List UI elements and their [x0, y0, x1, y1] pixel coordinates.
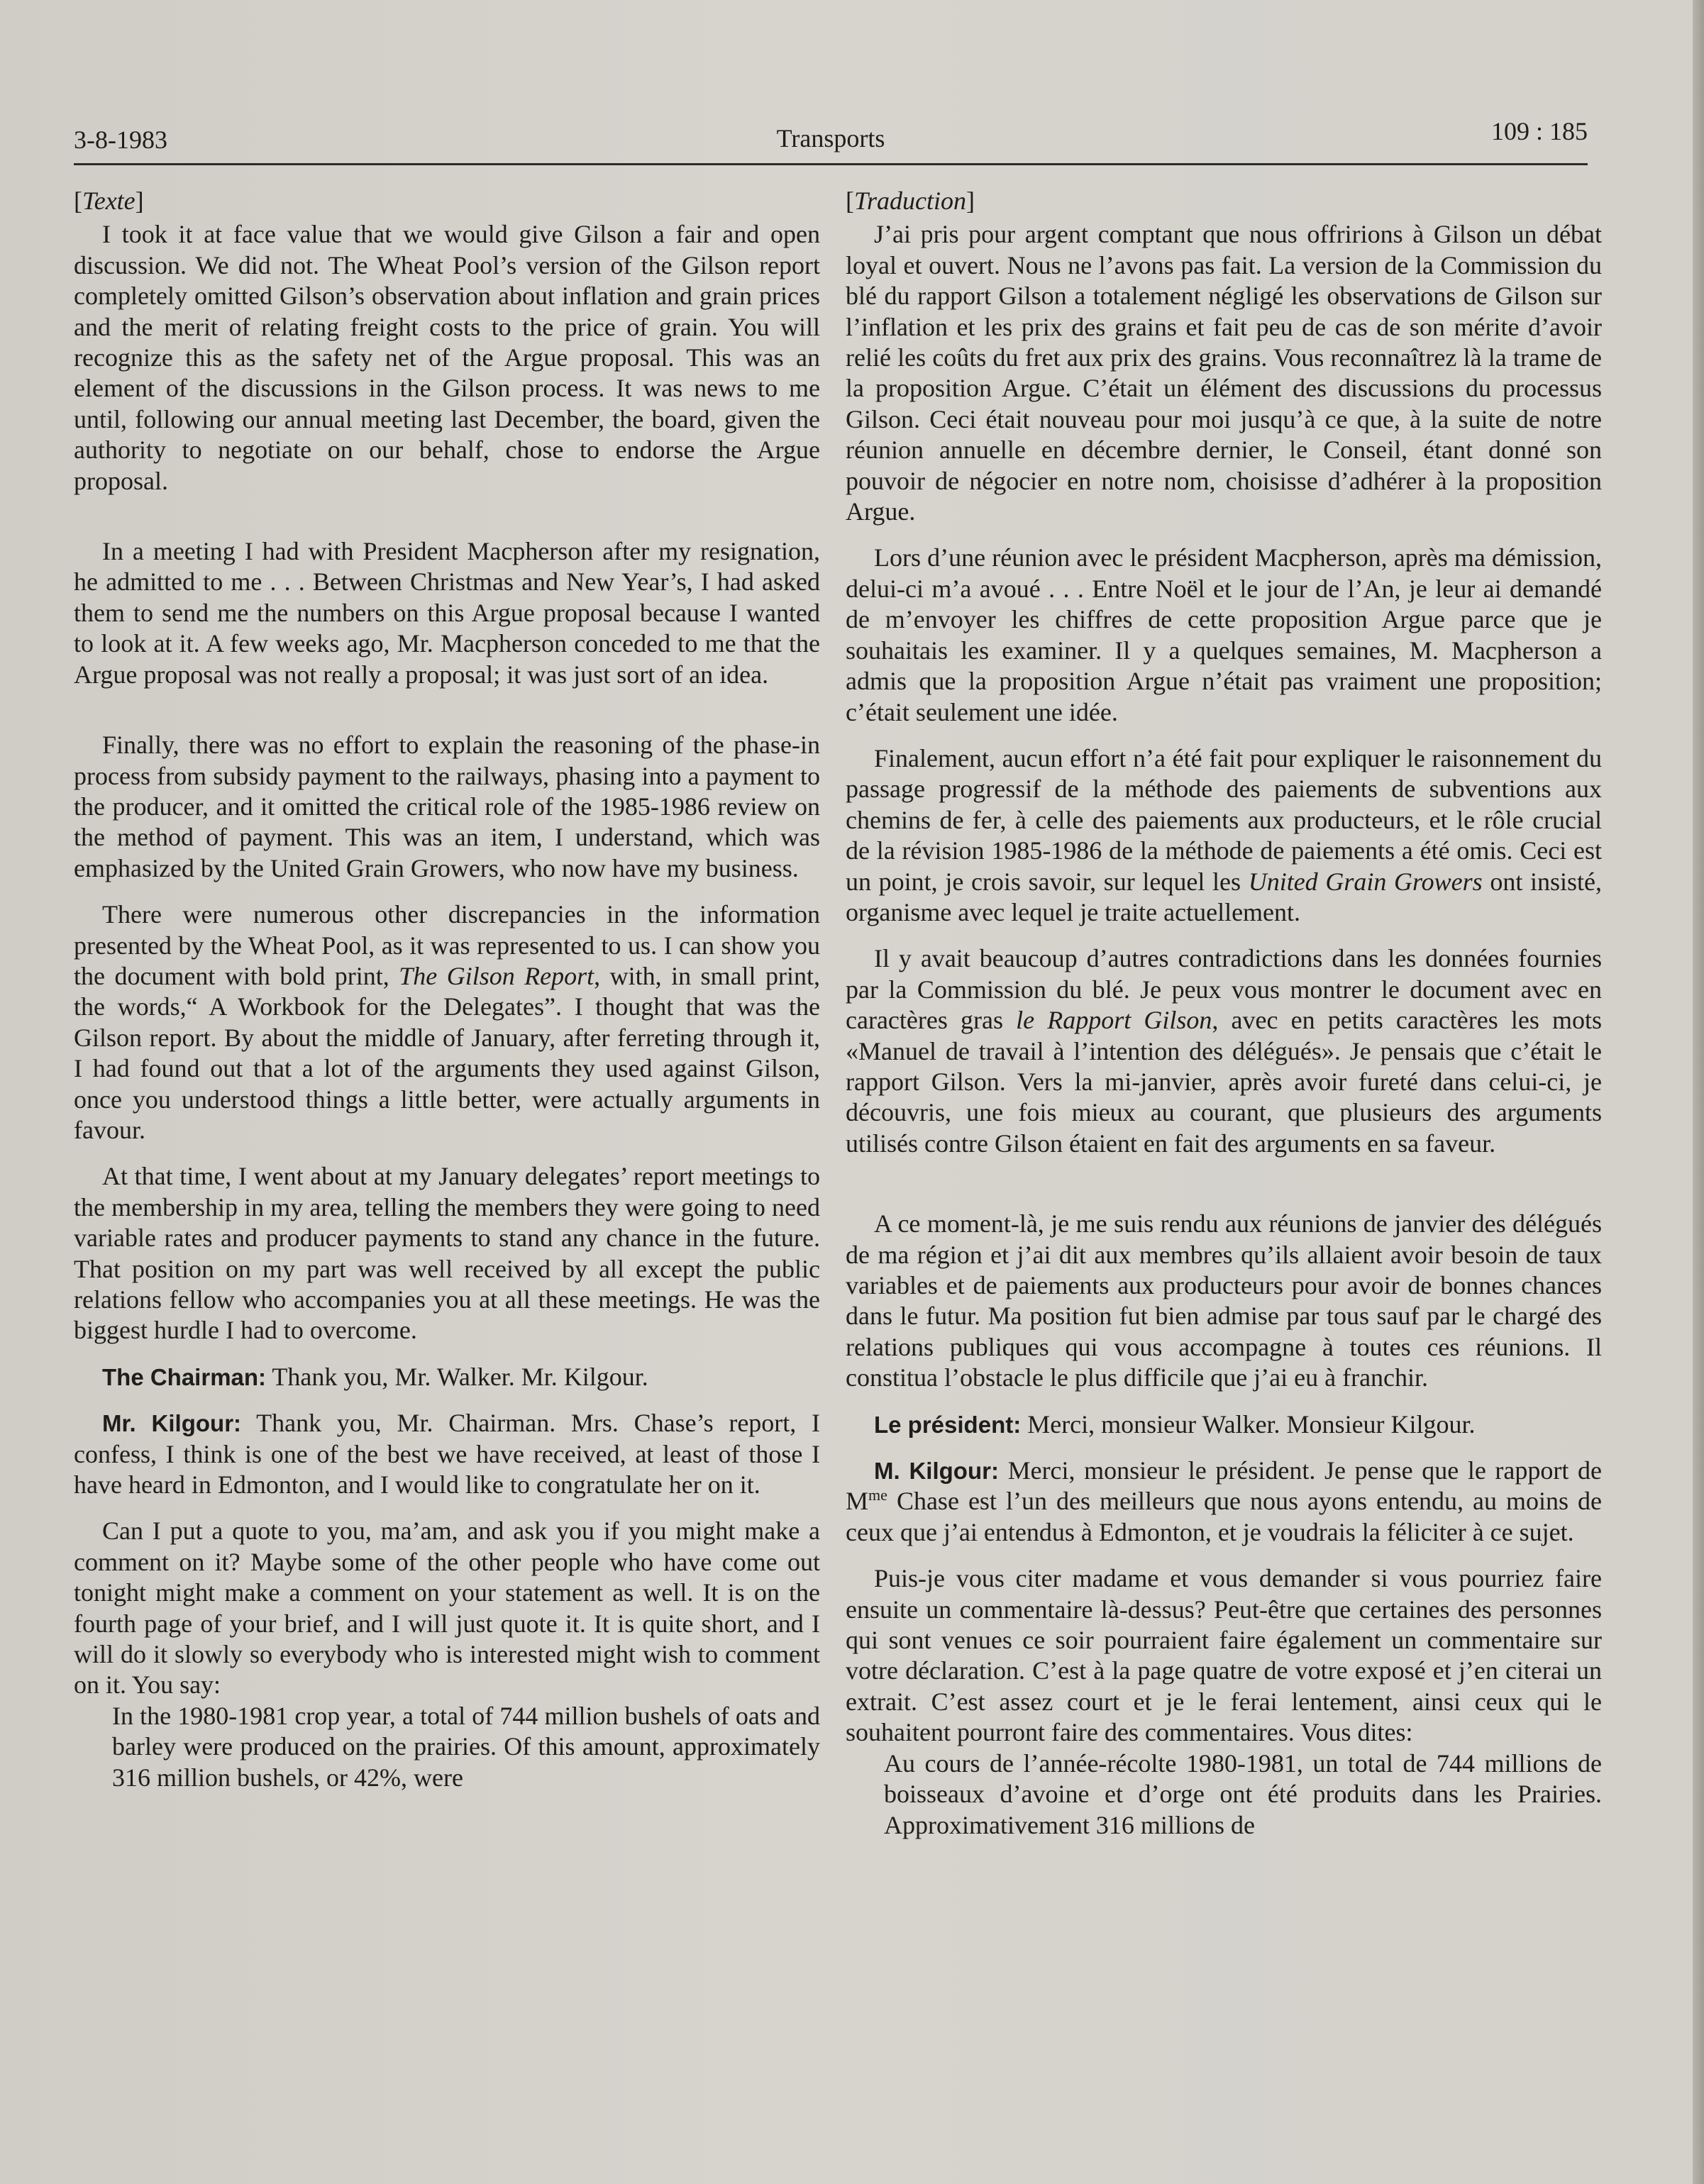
- paragraph: A ce moment-là, je me suis rendu aux réunions de janvier des délégués de ma région et j’ai dit aux membres qu’ils allaient avoir besoin de taux variables et de paiements aux producteurs pour avoir de bonnes chances dans le futur. Ma position fut bien admise par tous sauf par le chargé des relations publiques qui vous accompagne à toutes ces réunions. Il constitua l’obstacle le plus difficile que j’ai eu à franchir.: [846, 1209, 1602, 1392]
- emphasis-title: United Grain Growers: [1248, 867, 1483, 896]
- speaker-text: Thank you, Mr. Chairman. Mrs. Chase’s report, I confess, I think is one of the best we have received, at least of those I have heard in Edmonton, and I would like to congratulate her on it.: [74, 1409, 821, 1500]
- speaker-label: Mr. Kilgour:: [102, 1410, 242, 1437]
- translation-tag: [Traduction]: [846, 187, 975, 215]
- block-quote: In the 1980-1981 crop year, a total of 744 million bushels of oats and barley were produced on the prairies. Of this amount, approximately 316 million bushels, or 42%, were: [112, 1701, 820, 1792]
- speaker-label: The Chairman:: [102, 1363, 267, 1390]
- paragraph: I took it at face value that we would give Gilson a fair and open discussion. We did not. The Wheat Pool’s version of the Gilson report completely omitted Gilson’s observation about inflation and grain prices and the merit of relating freight costs to the price of grain. You will recognize this as the safety net of the Argue proposal. This was an element of the discussions in the Gilson process. It was news to me until, following our annual meeting last December, the board, given the authority to negotiate on our behalf, chose to endorse the Argue proposal.: [74, 220, 820, 495]
- running-header: [74, 119, 1588, 162]
- speaker-paragraph: [846, 1456, 1602, 1548]
- speaker-text: Chase est l’un des meilleurs que nous ayons entendu, au moins de ceux que j’ai entendus à Edmonton, et je voudrais la féliciter à ce sujet.: [846, 1487, 1602, 1546]
- paragraph: Puis-je vous citer madame et vous demander si vous pourriez faire ensuite un commentaire là-dessus? Peut-être que certaines des personnes qui sont venues ce soir pourraient faire également un commentaire sur votre déclaration. C’est à la page quatre de votre exposé et j’en citerai un extrait. C’est assez court et je le ferai lentement, ainsi ceux qui le souhaitent pourront faire des commentaires. Vous dites:: [846, 1564, 1602, 1747]
- speaker-paragraph: [846, 1409, 1602, 1440]
- paragraph: [846, 943, 1602, 1159]
- speaker-text: Merci, monsieur Walker. Monsieur Kilgour.: [1027, 1409, 1476, 1439]
- speaker-label: M. Kilgour:: [874, 1458, 999, 1485]
- paragraph: Can I put a quote to you, ma’am, and ask you if you might make a comment on it? Maybe some of the other people who have come out tonight might make a comment on your statement as well. It is on the fourth page of your brief, and I will just quote it. It is quite short, and I will do it slowly so everybody who is interested might wish to comment on it. You say:: [74, 1517, 820, 1700]
- header-rule: [74, 163, 1588, 165]
- block-quote: Au cours de l’année-récolte 1980-1981, un total de 744 millions de boisseaux d’avoine et d’orge ont été produits dans les Prairies. Approximativement 316 millions de: [884, 1748, 1602, 1839]
- paragraph-text: ont insisté, organisme avec lequel je traite actuellement.: [846, 867, 1603, 926]
- text-tag-label: Texte: [82, 187, 135, 215]
- paragraph: In a meeting I had with President Macpherson after my resignation, he admitted to me . . . Between Christmas and New Year’s, I had asked them to send me the numbers on this Argue proposal because I wanted to look at it. A few weeks ago, Mr. Macpherson conceded to me that the Argue proposal was not really a proposal; it was just sort of an idea.: [74, 537, 820, 689]
- header-page-number: 109 : 185: [1490, 117, 1588, 145]
- paragraph: Finally, there was no effort to explain the reasoning of the phase-in process from subsidy payment to the railways, phasing into a payment to the producer, and it omitted the critical role of the 1985-1986 review on the method of payment. This was an item, I understand, which was emphasized by the United Grain Growers, who now have my business.: [74, 731, 820, 882]
- paragraph: J’ai pris pour argent comptant que nous offririons à Gilson un débat loyal et ouvert. Nous ne l’avons pas fait. La version de la Commission du blé du rapport Gilson a totalement négligé les observations de Gilson sur l’inflation et les prix des grains et fait peu de cas de son mérite d’avoir relié les coûts du fret aux prix des grains. Vous reconnaîtrez là la trame de la proposition Argue. C’était un élément des discussions du processus Gilson. Ceci était nouveau pour moi jusqu’à ce que, à la suite de notre réunion annuelle en décembre dernier, le Conseil, étant donné son pouvoir de négocier en notre nom, choisisse d’adhérer à la proposition Argue.: [846, 220, 1602, 526]
- page-edge-shadow: [1693, 0, 1704, 2184]
- speaker-text: Thank you, Mr. Walker. Mr. Kilgour.: [272, 1362, 648, 1391]
- emphasis-title: le Rapport Gilson: [1016, 1006, 1212, 1035]
- english-column: [74, 186, 820, 1793]
- paragraph-text: , avec en petits caractères les mots «Manuel de travail à l’intention des délégués». Je pensais que c’était le rapport Gilson. Vers la mi-janvier, après avoir fureté dans celui-ci, je découvris, une fois mieux au courant, que plusieurs des arguments utilisés contre Gilson étaient en fait des arguments en sa faveur.: [846, 1006, 1603, 1158]
- header-date: 3-8-1983: [74, 126, 167, 154]
- speaker-paragraph: [74, 1408, 820, 1500]
- header-title: Transports: [776, 124, 885, 153]
- speaker-paragraph: [74, 1362, 820, 1392]
- superscript: me: [868, 1486, 887, 1504]
- paragraph: At that time, I went about at my January delegates’ report meetings to the membership in my area, telling the members they were going to need variable rates and producer payments to stand any chance in the future. That position on my part was well received by all except the public relations fellow who accompanies you at all these meetings. He was the biggest hurdle I had to overcome.: [74, 1162, 820, 1345]
- paragraph: Lors d’une réunion avec le président Macpherson, après ma démission, delui-ci m’a avoué . . . Entre Noël et le jour de l’An, je leur ai demandé de m’envoyer les chiffres de cette proposition Argue parce que je souhaitais les examiner. Il y a quelques semaines, M. Macpherson a admis que la proposition Argue n’était pas vraiment une proposition; c’était seulement une idée.: [846, 543, 1602, 726]
- emphasis-title: The Gilson Report: [399, 961, 594, 990]
- paragraph-text: , with, in small print, the words,“ A Workbook for the Delegates”. I thought that was the Gilson report. By about the middle of January, after ferreting through it, I had found out that a lot of the arguments they used against Gilson, once you understood things a little better, were actually arguments in favour.: [74, 961, 821, 1144]
- paragraph-text: There were numerous other discrepancies in the information presented by the Wheat Pool, as it was represented to us. I can show you the document with bold print,: [74, 900, 820, 990]
- french-column: [846, 186, 1602, 1841]
- paragraph: [846, 743, 1602, 928]
- speaker-text: Merci, monsieur le président. Je pense que le rapport de M: [846, 1456, 1602, 1516]
- paragraph: [74, 899, 820, 1146]
- translation-tag-label: Traduction: [854, 187, 967, 215]
- speaker-label: Le président:: [874, 1411, 1022, 1438]
- text-tag: [Texte]: [74, 187, 144, 215]
- paragraph-text: Finalement, aucun effort n’a été fait pour expliquer le raisonnement du passage progressif de la méthode des paiements de subventions aux chemins de fer, à celle des paiements aux producteurs, et le rôle crucial de la révision 1985-1986 de la méthode de paiements a été omis. Ceci est un point, je crois savoir, sur lequel les: [846, 743, 1602, 896]
- paragraph-text: Il y avait beaucoup d’autres contradictions dans les données fournies par la Commission du blé. Je peux vous montrer le document avec en caractères gras: [846, 944, 1602, 1035]
